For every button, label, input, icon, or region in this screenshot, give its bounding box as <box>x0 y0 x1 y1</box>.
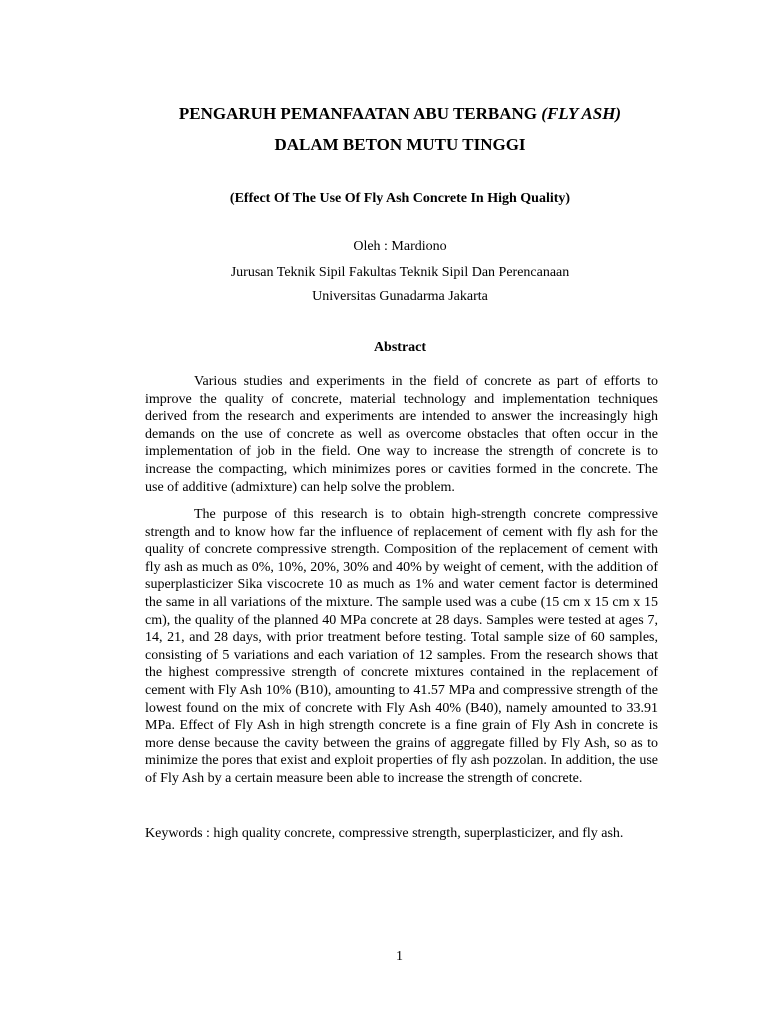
abstract-paragraph-2: The purpose of this research is to obtain high-strength concrete compressive strength and to know how far the influence of replacement of cement with fly ash for the quality of concrete compressive strength. Composition of the replacement of cement with fly ash as much as 0%, 10%, 20%, 30% and 40% by weight of cement, with the addition of superplasticizer Sika viscocrete 10 as much as 1% and water cement factor is determined the same in all variations of the mixture. The sample used was a cube (15 cm x 15 cm x 15 cm), the quality of the planned 40 MPa concrete at 28 days. Samples were tested at ages 7, 14, 21, and 28 days, with prior treatment before testing. Total sample size of 60 samples, consisting of 5 variations and each variation of 12 samples. From the research shows that the highest compressive strength of concrete mixtures contained in the replacement of cement with Fly Ash 10% (B10), amounting to 41.57 MPa and compressive strength of the lowest found on the mix of concrete with Fly Ash 40% (B40), namely amounted to 33.91 MPa. Effect of Fly Ash in high strength concrete is a fine grain of Fly Ash in concrete is more dense because the cavity between the grains of aggregate filled by Fly Ash, so as to minimize the pores that exist and exploit properties of fly ash pozzolan. In addition, the use of Fly Ash by a certain measure been able to increase the strength of concrete. <box>145 507 658 786</box>
author-line: Oleh : Mardiono <box>353 239 447 254</box>
abstract-paragraph-2-block <box>145 506 658 788</box>
title-main-text: PENGARUH PEMANFAATAN ABU TERBANG <box>178 104 542 123</box>
paper-title-line-2: DALAM BETON MUTU TINGGI <box>274 135 526 154</box>
english-title: (Effect Of The Use Of Fly Ash Concrete In High Quality) <box>229 191 571 206</box>
title-italic-text: (FLY ASH) <box>541 104 622 123</box>
page-number: 1 <box>396 949 403 964</box>
keywords-text: Keywords : high quality concrete, compressive strength, superplasticizer, and fly ash. <box>145 826 624 841</box>
keywords-block <box>145 825 658 843</box>
university-line: Universitas Gunadarma Jakarta <box>312 289 488 304</box>
abstract-paragraph-1: Various studies and experiments in the field of concrete as part of efforts to improve the quality of concrete, material technology and implementation techniques derived from the research and experiments are intended to answer the increasingly high demands on the use of concrete as well as overcome obstacles that often occur in the implementation of job in the field. One way to increase the strength of concrete is to increase the compacting, which minimizes pores or cavities formed in the concrete. The use of additive (admixture) can help solve the problem. <box>145 374 658 495</box>
paper-title-line-1 <box>16 104 768 124</box>
department-line: Jurusan Teknik Sipil Fakultas Teknik Sipil Dan Perencanaan <box>230 265 570 280</box>
abstract-paragraph-1-block <box>145 373 658 496</box>
abstract-heading: Abstract <box>373 340 427 355</box>
